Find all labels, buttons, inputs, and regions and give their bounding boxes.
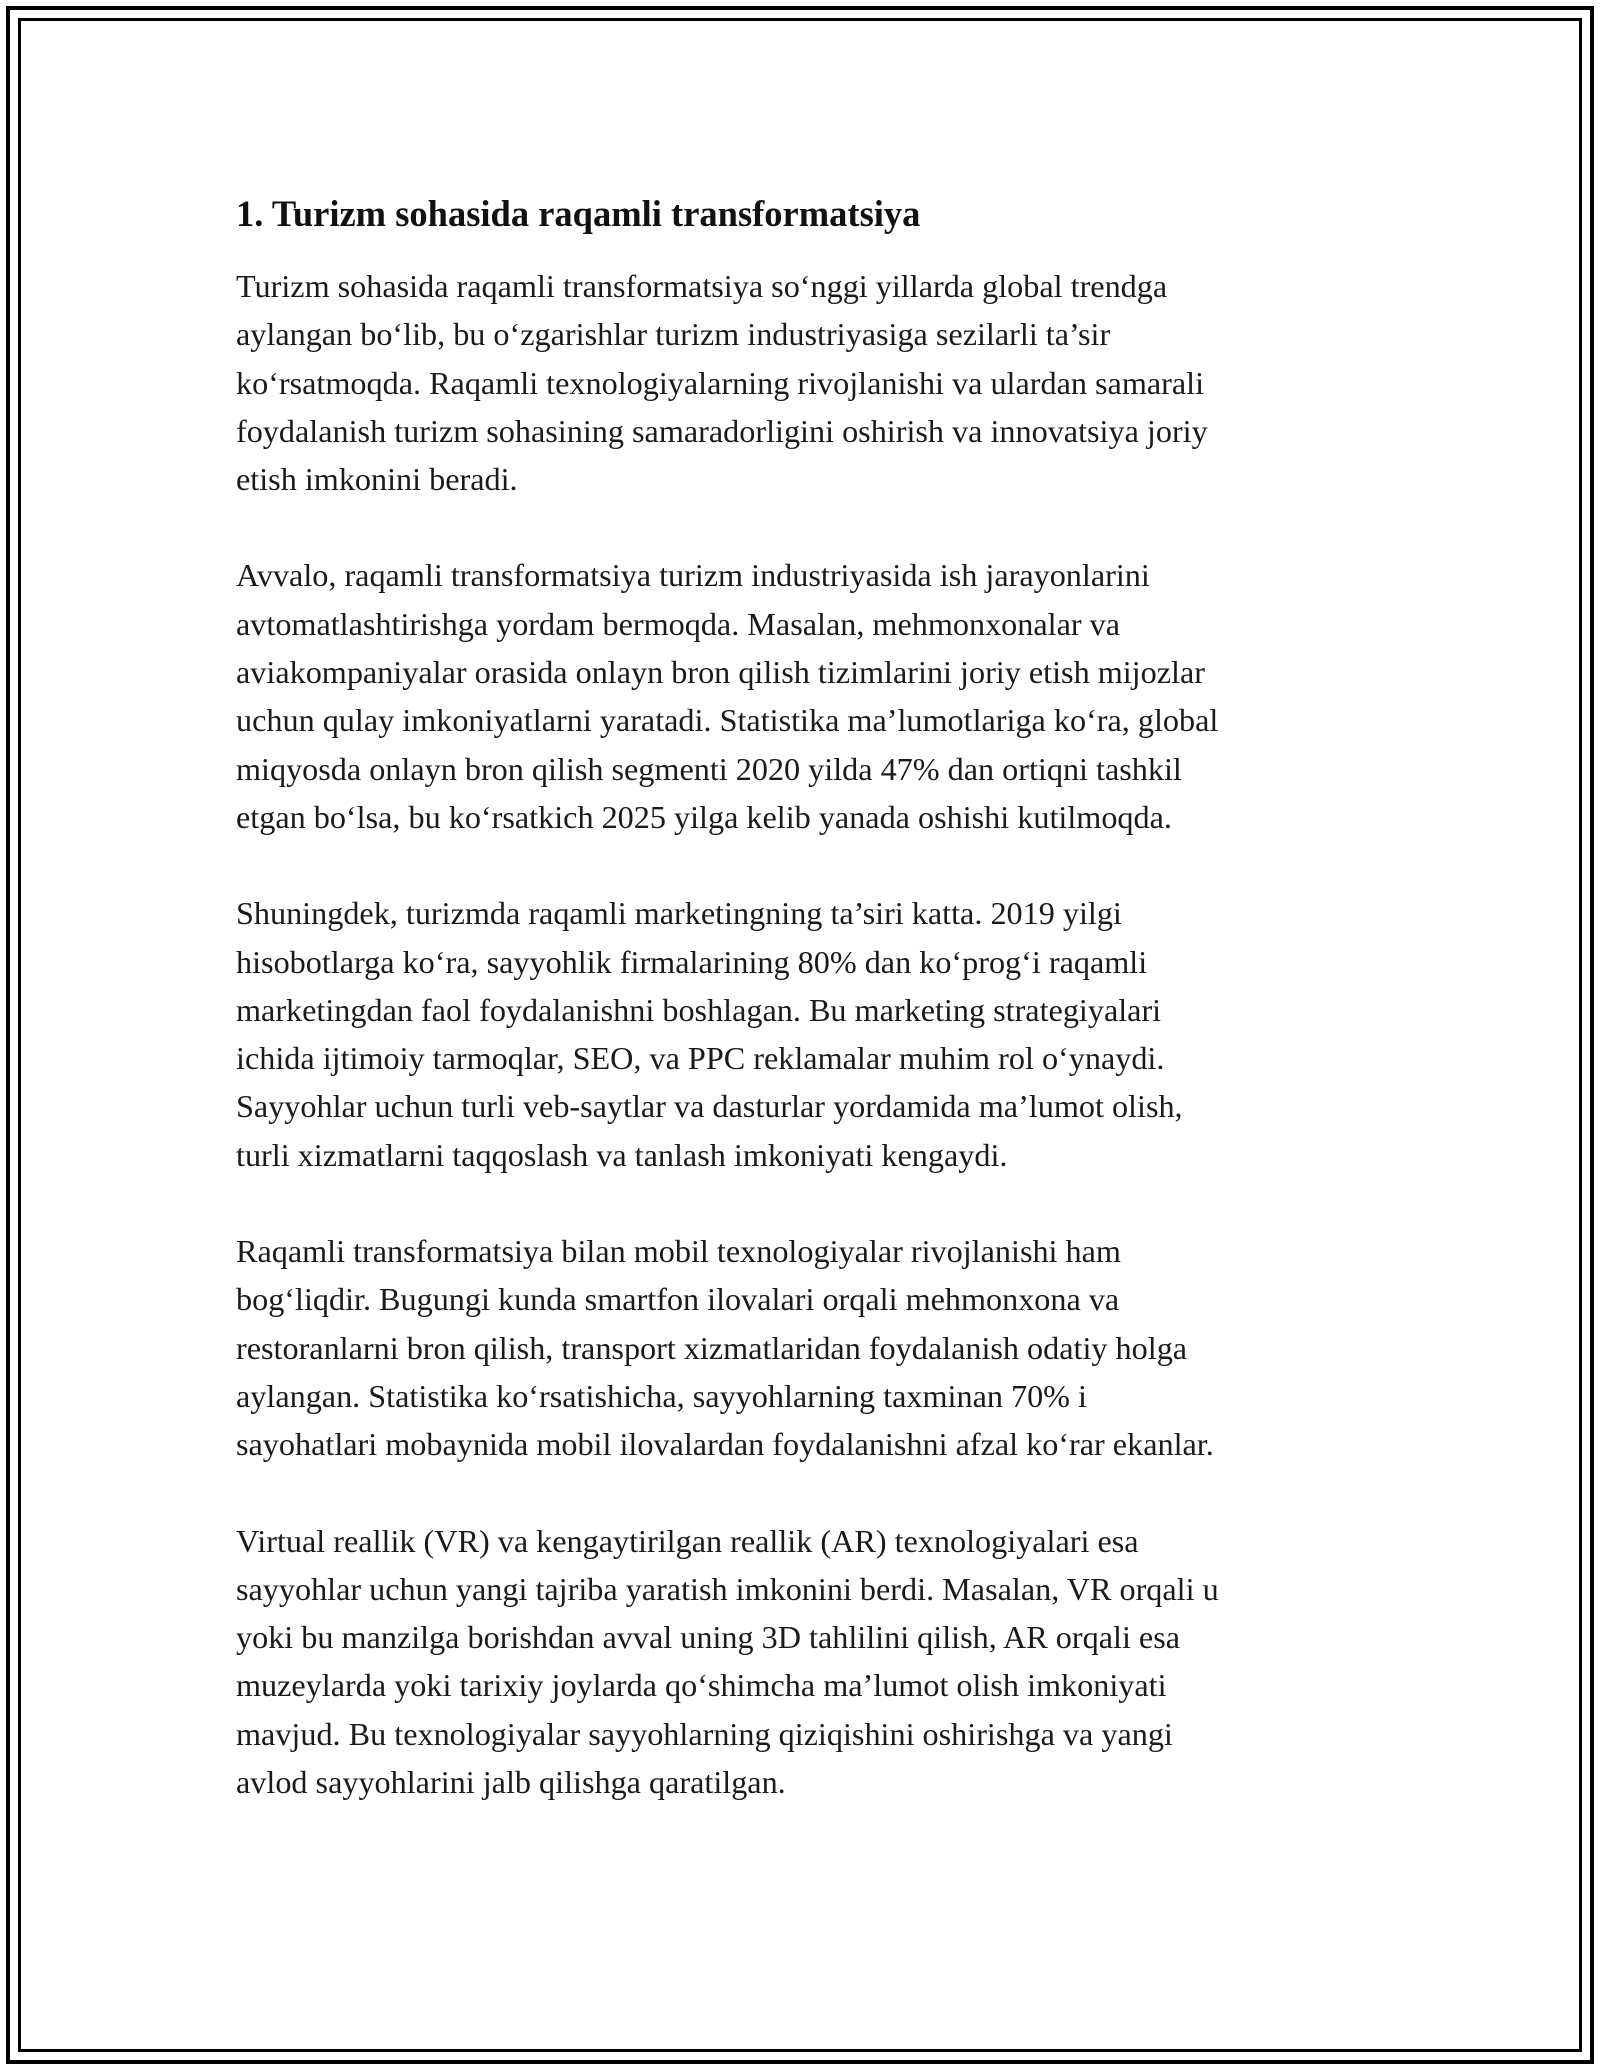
text-line: mavjud. Bu texnologiyalar sayyohlarning qiziqishini oshirishga va yangi [236, 1715, 1173, 1752]
text-line: foydalanish turizm sohasining samaradorligini oshirish va innovatsiya joriy [236, 412, 1208, 449]
text-line: Raqamli transformatsiya bilan mobil texnologiyalar rivojlanishi ham [236, 1233, 1121, 1270]
text-line: Virtual reallik (VR) va kengaytirilgan reallik (AR) texnologiyalari esa [236, 1522, 1139, 1559]
text-line: uchun qulay imkoniyatlarni yaratadi. Statistika ma’lumotlariga ko‘ra, global [236, 702, 1219, 739]
paragraph-vr-ar [236, 1517, 1366, 1807]
text-line: avtomatlashtirishga yordam bermoqda. Masalan, mehmonxonalar va [236, 605, 1121, 642]
text-line: aylangan. Statistika ko‘rsatishicha, sayyohlarning taxminan 70% i [236, 1377, 1087, 1414]
paragraph-marketing [236, 889, 1366, 1179]
text-line: yoki bu manzilga borishdan avval uning 3D tahlilini qilish, AR orqali esa [236, 1619, 1181, 1656]
text-line: Shuningdek, turizmda raqamli marketingning ta’siri katta. 2019 yilgi [236, 895, 1122, 932]
text-line: restoranlarni bron qilish, transport xizmatlaridan foydalanish odatiy holga [236, 1329, 1188, 1366]
text-line: etish imkonini beradi. [236, 461, 518, 498]
text-line: aylangan bo‘lib, bu o‘zgarishlar turizm industriyasiga sezilarli ta’sir [236, 316, 1111, 353]
text-line: etgan bo‘lsa, bu ko‘rsatkich 2025 yilga kelib yanada oshishi kutilmoqda. [236, 798, 1172, 835]
text-line: hisobotlarga ko‘ra, sayyohlik firmalarining 80% dan ko‘prog‘i raqamli [236, 943, 1148, 980]
text-line: ko‘rsatmoqda. Raqamli texnologiyalarning rivojlanishi va ulardan samarali [236, 364, 1205, 401]
text-line: sayohatlari mobaynida mobil ilovalardan foydalanishni afzal ko‘rar ekanlar. [236, 1426, 1214, 1463]
section-title: 1. Turizm sohasida raqamli transformatsiya [236, 193, 921, 234]
text-line: ichida ijtimoiy tarmoqlar, SEO, va PPC reklamalar muhim rol o‘ynaydi. [236, 1040, 1165, 1077]
text-line: Turizm sohasida raqamli transformatsiya so‘nggi yillarda global trendga [236, 268, 1168, 304]
text-line: bog‘liqdir. Bugungi kunda smartfon ilovalari orqali mehmonxona va [236, 1281, 1120, 1318]
paragraph-automation [236, 551, 1366, 841]
text-line: Avvalo, raqamli transformatsiya turizm industriyasida ish jarayonlarini [236, 557, 1150, 594]
document-body [236, 188, 1366, 1854]
text-line: Sayyohlar uchun turli veb-saytlar va dasturlar yordamida ma’lumot olish, [236, 1088, 1183, 1125]
text-line: turli xizmatlarni taqqoslash va tanlash imkoniyati kengaydi. [236, 1136, 1008, 1173]
text-line: muzeylarda yoki tarixiy joylarda qo‘shimcha ma’lumot olish imkoniyati [236, 1667, 1167, 1704]
text-line: aviakompaniyalar orasida onlayn bron qilish tizimlarini joriy etish mijozlar [236, 654, 1205, 691]
text-line: miqyosda onlayn bron qilish segmenti 2020 yilda 47% dan ortiqni tashkil [236, 750, 1182, 787]
text-line: avlod sayyohlarini jalb qilishga qaratilgan. [236, 1764, 786, 1801]
paragraph-intro [236, 262, 1366, 503]
text-line: marketingdan faol foydalanishni boshlagan. Bu marketing strategiyalari [236, 991, 1162, 1028]
text-line: sayyohlar uchun yangi tajriba yaratish imkonini berdi. Masalan, VR orqali u [236, 1570, 1219, 1607]
paragraph-mobile [236, 1227, 1366, 1468]
